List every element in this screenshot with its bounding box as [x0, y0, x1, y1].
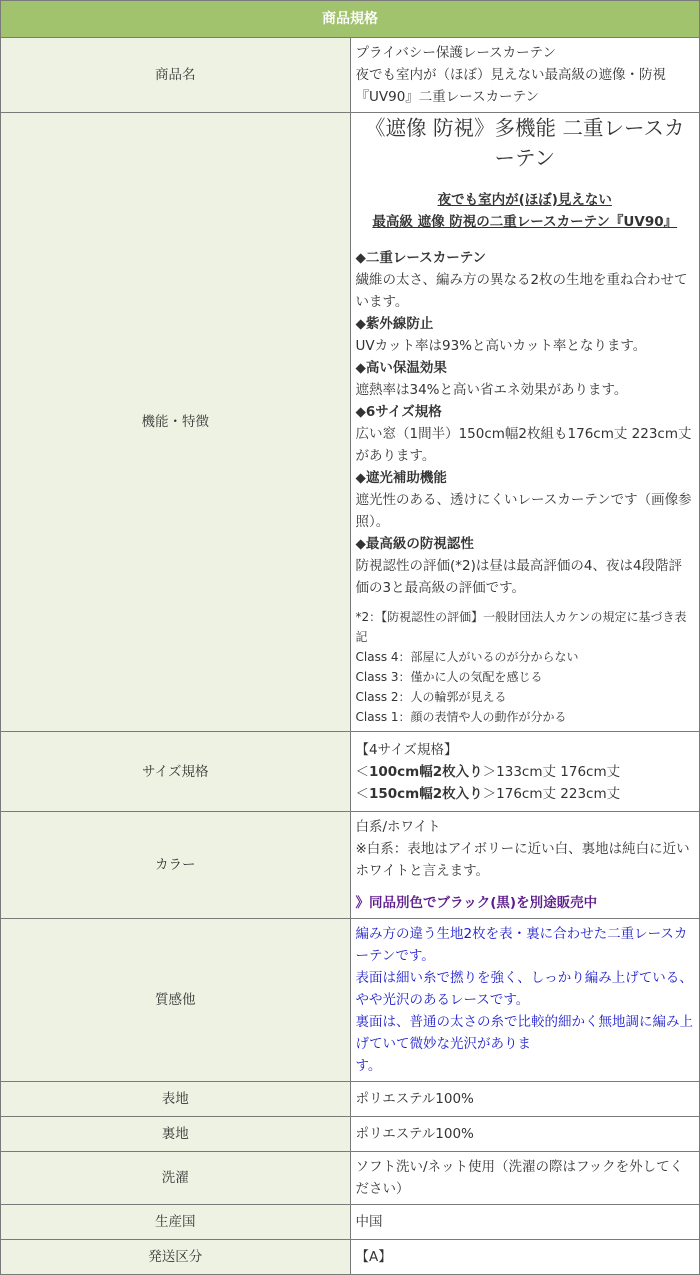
washing-label: 洗濯 — [1, 1152, 351, 1205]
size-open: ＜ — [355, 785, 369, 802]
origin-row — [1, 1205, 700, 1240]
features-subtitle — [356, 189, 695, 233]
product-name-row — [1, 38, 700, 113]
feature-heading: ◆二重レースカーテン — [355, 250, 487, 266]
spacer — [356, 882, 695, 892]
table-header: 商品規格 — [1, 1, 700, 38]
feature-heading: ◆最高級の防視認性 — [355, 536, 474, 552]
texture-line: 表面は細い糸で撚りを強く、しっかり編み上げている、やや光沢のあるレースです。 — [355, 970, 693, 1008]
note-line: Class 1：顔の表情や人の動作が分かる — [355, 710, 567, 724]
black-variant-link[interactable]: 》同品別色でブラック(黒)を別途販売中 — [355, 895, 598, 911]
size-lengths: ＞133cm丈 176cm丈 — [482, 763, 621, 780]
shipping-row — [1, 1240, 700, 1275]
washing-value: ソフト洗い/ネット使用（洗濯の際はフックを外してください） — [350, 1152, 700, 1205]
features-value — [350, 113, 700, 732]
feature-heading: ◆遮光補助機能 — [355, 470, 447, 486]
note-line: Class 2：人の輪郭が見える — [355, 690, 507, 704]
texture-line: 裏面は、普通の太さの糸で比較的細かく無地調に編み上げていて微妙な光沢がありま — [355, 1014, 693, 1052]
color-value — [350, 812, 700, 919]
origin-value: 中国 — [350, 1205, 700, 1240]
origin-label: 生産国 — [1, 1205, 351, 1240]
back-fabric-value: ポリエステル100% — [350, 1117, 700, 1152]
feature-heading: ◆6サイズ規格 — [355, 404, 442, 420]
size-row — [1, 732, 700, 812]
shipping-value: 【A】 — [350, 1240, 700, 1275]
product-name-label: 商品名 — [1, 38, 351, 113]
texture-label: 質感他 — [1, 919, 351, 1082]
feature-text: 遮光性のある、透けにくいレースカーテンです（画像参照）。 — [355, 492, 692, 530]
texture-line: す。 — [355, 1058, 382, 1074]
texture-line: 編み方の違う生地2枚を表・裏に合わせた二重レースカーテンです。 — [355, 926, 688, 964]
size-value — [350, 732, 700, 812]
note-line: Class 3：僅かに人の気配を感じる — [355, 670, 543, 684]
texture-value — [350, 919, 700, 1082]
face-fabric-row — [1, 1082, 700, 1117]
size-open: ＜ — [355, 763, 369, 780]
shipping-label: 発送区分 — [1, 1240, 351, 1275]
note-line: Class 4：部屋に人がいるのが分からない — [355, 650, 579, 664]
washing-row — [1, 1152, 700, 1205]
size-line — [356, 783, 695, 805]
feature-text: 広い窓（1間半）150cm幅2枚組も176cm丈 223cm丈があります。 — [355, 426, 692, 464]
feature-heading: ◆高い保温効果 — [355, 360, 447, 376]
features-title: 《遮像 防視》多機能 二重レースカーテン — [364, 116, 685, 170]
features-subtitle-line: 最高級 遮像 防視の二重レースカーテン『UV90』 — [372, 214, 678, 230]
note-line: *2：【防視認性の評価】一般財団法人カケンの規定に基づき表記 — [355, 610, 687, 644]
features-subtitle-line: 夜でも室内が(ほぼ)見えない — [437, 192, 612, 208]
header-row — [1, 1, 700, 38]
color-row — [1, 812, 700, 919]
feature-list — [356, 247, 695, 599]
feature-text: 遮熱率は34%と高い省エネ効果があります。 — [355, 382, 628, 398]
size-width: 150cm幅2枚入り — [369, 785, 483, 802]
features-row — [1, 113, 700, 732]
size-intro: 【4サイズ規格】 — [355, 741, 458, 758]
product-name-line: 夜でも室内が（ほぼ）見えない最高級の遮像・防視『UV90』二重レースカーテン — [355, 67, 666, 105]
product-name-value — [350, 38, 700, 113]
face-fabric-label: 表地 — [1, 1082, 351, 1117]
feature-heading: ◆紫外線防止 — [355, 316, 434, 332]
feature-text: 防視認性の評価(*2)は昼は最高評価の4、夜は4段階評価の3と最高級の評価です。 — [355, 558, 683, 596]
feature-text: 繊維の太さ、編み方の異なる2枚の生地を重ね合わせています。 — [355, 272, 688, 310]
size-label: サイズ規格 — [1, 732, 351, 812]
color-note: ※白系：表地はアイボリーに近い白、裏地は純白に近いホワイトと言えます。 — [355, 841, 690, 879]
color-main: 白系/ホワイト — [355, 819, 441, 835]
color-label: カラー — [1, 812, 351, 919]
features-label: 機能・特徴 — [1, 113, 351, 732]
features-notes — [356, 607, 695, 727]
back-fabric-row — [1, 1117, 700, 1152]
product-name-line: プライバシー保護レースカーテン — [355, 45, 556, 61]
face-fabric-value: ポリエステル100% — [350, 1082, 700, 1117]
back-fabric-label: 裏地 — [1, 1117, 351, 1152]
feature-text: UVカット率は93%と高いカット率となります。 — [355, 338, 647, 354]
size-width: 100cm幅2枚入り — [369, 763, 483, 780]
size-lengths: ＞176cm丈 223cm丈 — [482, 785, 621, 802]
texture-row — [1, 919, 700, 1082]
size-line — [356, 761, 695, 783]
